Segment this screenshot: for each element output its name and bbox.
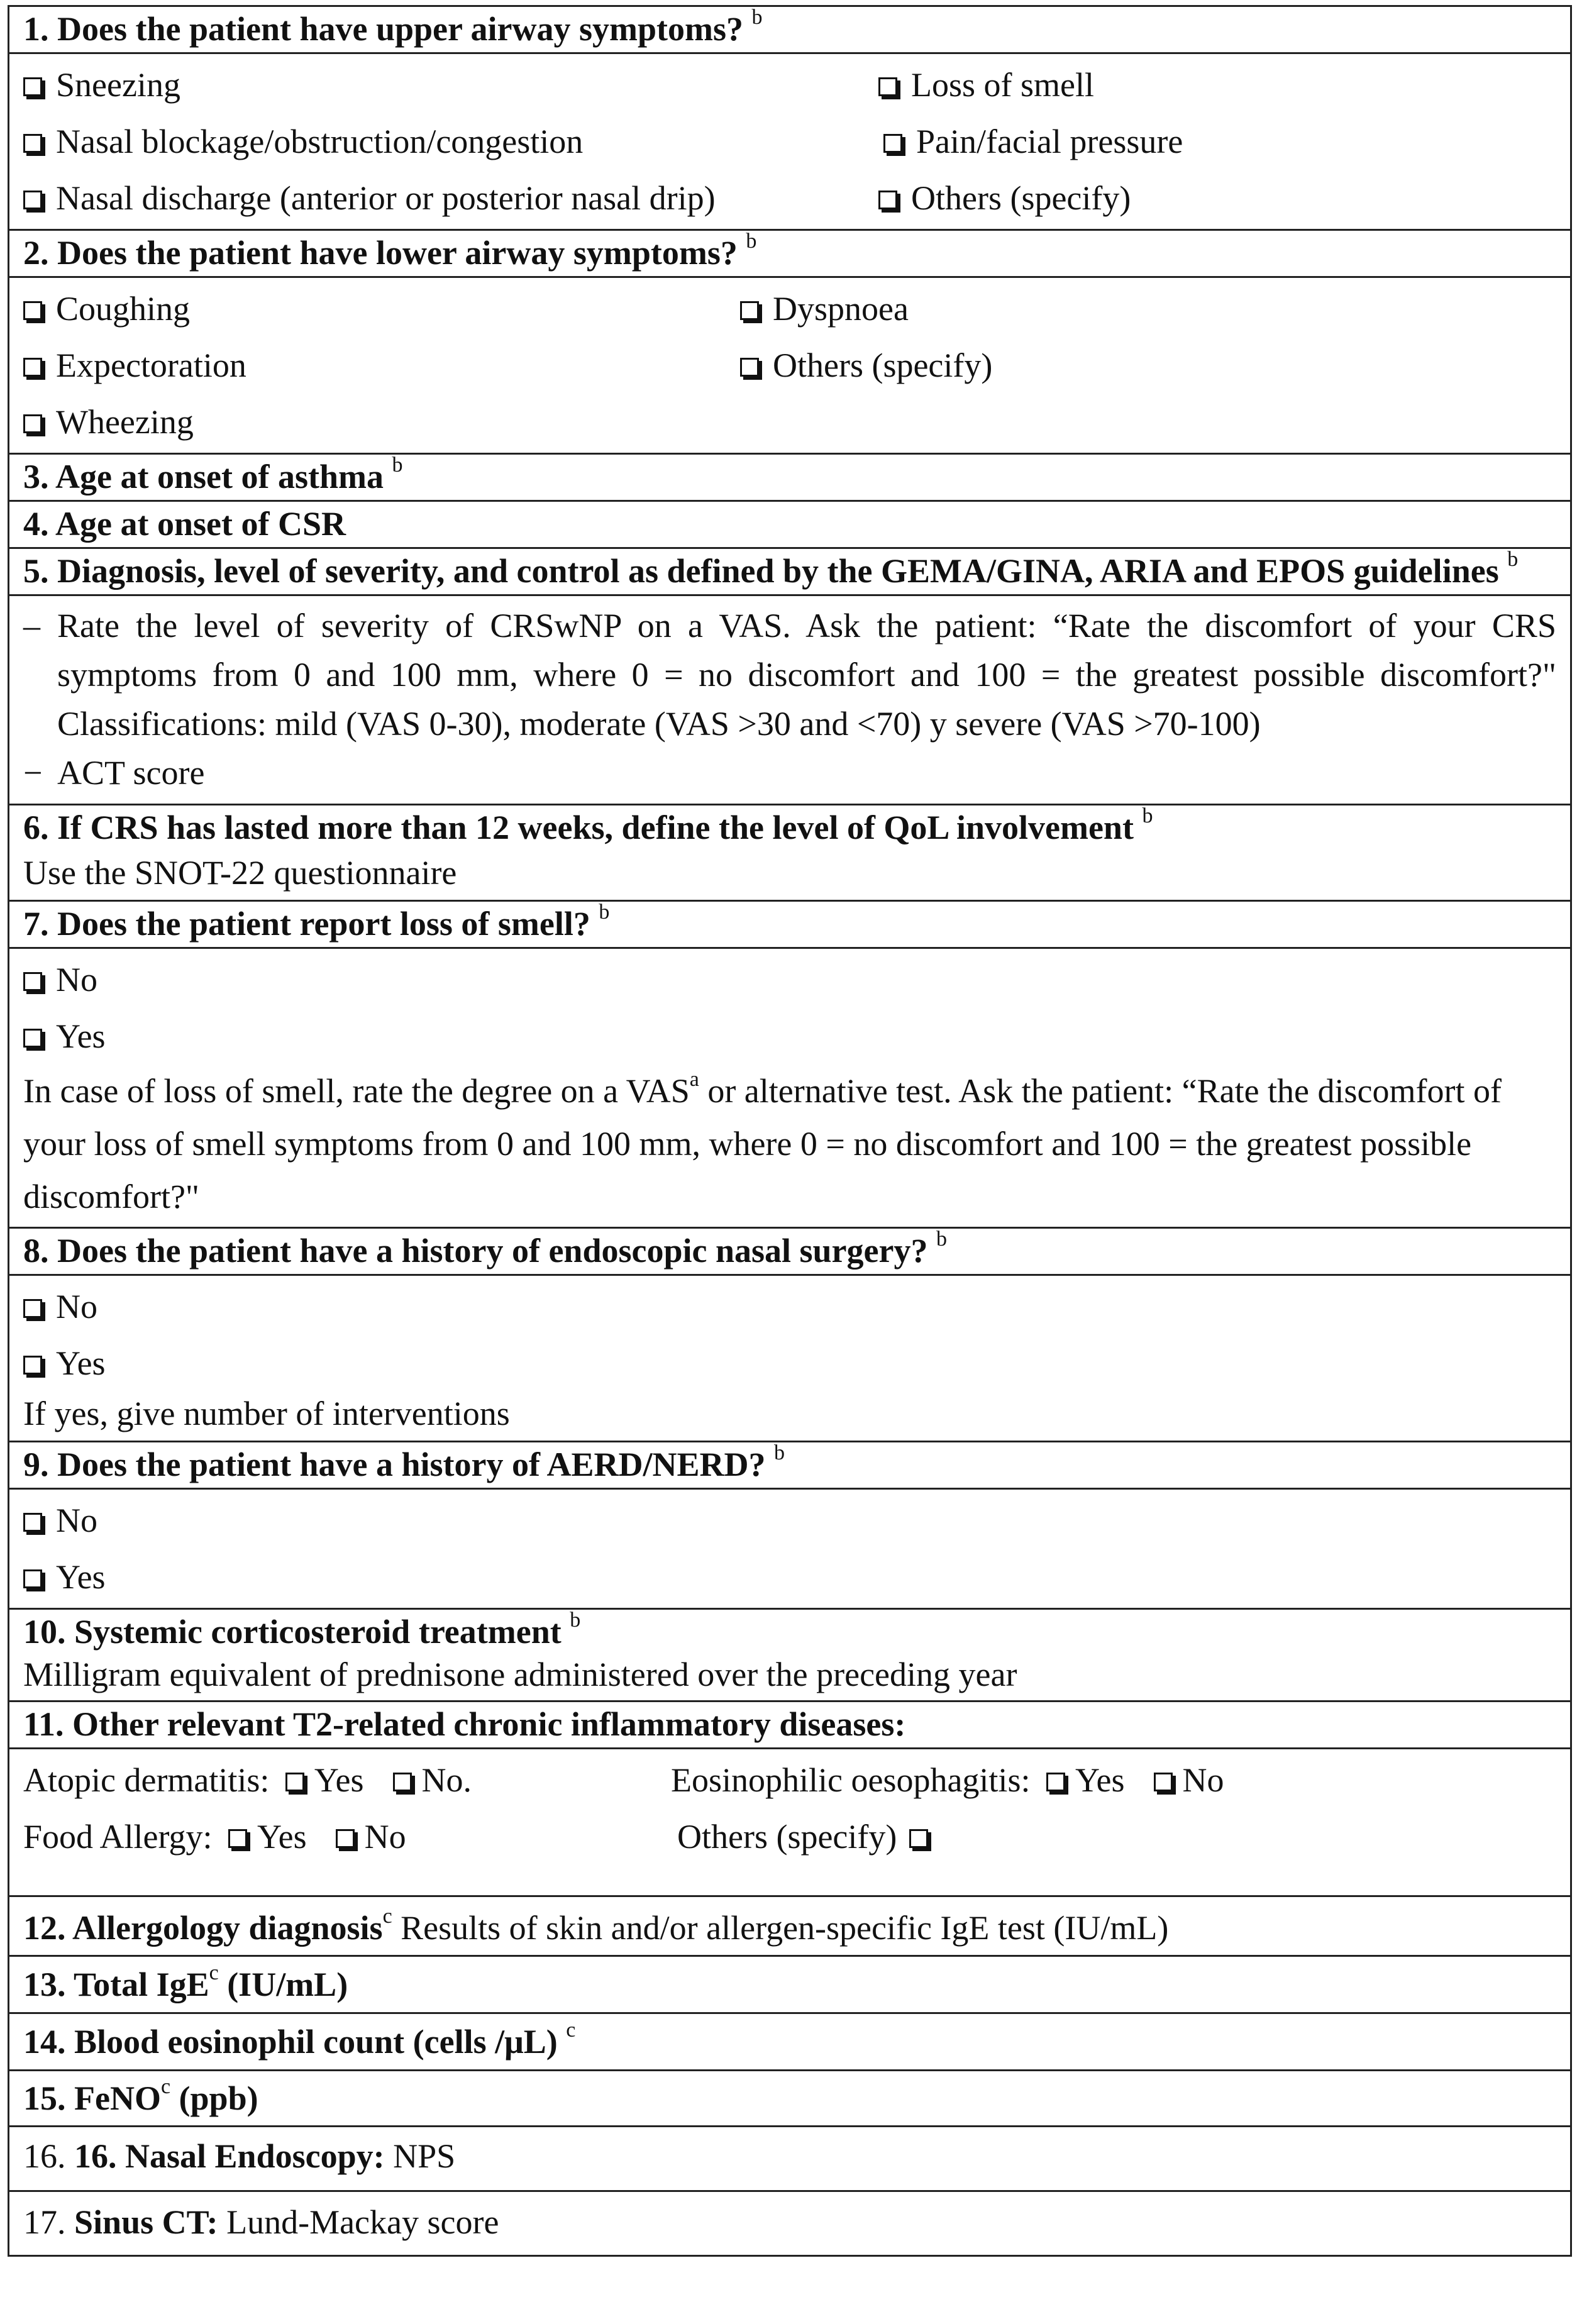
checkbox[interactable]: [878, 77, 897, 96]
question-title: 11. Other relevant T2-related chronic inflammatory diseases:: [23, 1705, 906, 1743]
checkbox[interactable]: [23, 414, 42, 433]
question-title: 13. Total IgE$^c$ (IU/mL): [23, 1961, 348, 2003]
checkbox[interactable]: [228, 1829, 247, 1848]
option-no[interactable]: No: [23, 1278, 1556, 1335]
question-title: 2. Does the patient have lower airway symptoms? $^b$: [23, 230, 757, 272]
option-nasal-blockage[interactable]: Nasal blockage/obstruction/congestion: [23, 113, 878, 170]
section-11: [9, 1700, 1570, 1895]
eosinophilic-oesophagitis-row: Eosinophilic oesophagitis: Yes No: [671, 1752, 1488, 1808]
checkbox[interactable]: [23, 77, 42, 96]
section-13: [9, 1955, 1570, 2012]
section-8: [9, 1227, 1570, 1441]
checkbox[interactable]: [878, 191, 897, 209]
checkbox[interactable]: [23, 1513, 42, 1532]
section-12: [9, 1895, 1570, 1955]
section-5: [9, 547, 1570, 804]
question-title: 10. Systemic corticosteroid treatment $^b$: [23, 1608, 581, 1651]
option-loss-of-smell[interactable]: Loss of smell: [878, 57, 1570, 113]
option-yes[interactable]: Yes: [23, 1549, 1556, 1605]
section-16: [9, 2125, 1570, 2190]
section-9: [9, 1441, 1570, 1608]
question-title: 7. Does the patient report loss of smell? $^b$: [23, 900, 610, 943]
option-yes[interactable]: Yes: [228, 1808, 307, 1865]
option-nasal-discharge[interactable]: Nasal discharge (anterior or posterior nasal drip): [23, 170, 878, 226]
option-yes[interactable]: Yes: [285, 1752, 364, 1808]
section-2: [9, 229, 1570, 453]
instruction-text: If yes, give number of interventions: [23, 1395, 510, 1432]
question-title: 5. Diagnosis, level of severity, and control as defined by the GEMA/GINA, ARIA and EPOS guidelines $^b$: [23, 548, 1519, 590]
checkbox[interactable]: [23, 972, 42, 991]
option-yes[interactable]: Yes: [23, 1335, 1556, 1392]
checkbox[interactable]: [23, 191, 42, 209]
section-3: [9, 453, 1570, 500]
checkbox[interactable]: [23, 358, 42, 377]
question-title: 1. Does the patient have upper airway symptoms? $^b$: [23, 6, 763, 48]
checkbox[interactable]: [23, 301, 42, 320]
option-no[interactable]: No: [23, 951, 1556, 1008]
checkbox[interactable]: [285, 1773, 304, 1791]
option-pain-facial-pressure[interactable]: Pain/facial pressure: [878, 113, 1570, 170]
others-row[interactable]: Others (specify): [671, 1808, 1488, 1865]
checkbox[interactable]: [1154, 1773, 1173, 1791]
instruction-text: Milligram equivalent of prednisone administered over the preceding year: [23, 1656, 1017, 1693]
option-wheezing[interactable]: Wheezing: [23, 394, 740, 450]
checkbox[interactable]: [1046, 1773, 1065, 1791]
section-14: [9, 2012, 1570, 2069]
option-no[interactable]: No: [1154, 1752, 1224, 1808]
clinical-form: [8, 5, 1572, 2257]
section-4: [9, 500, 1570, 547]
section-17: [9, 2190, 1570, 2255]
option-yes[interactable]: Yes: [23, 1008, 1556, 1065]
option-dyspnoea[interactable]: Dyspnoea: [740, 280, 1432, 337]
question-title: 6. If CRS has lasted more than 12 weeks, define the level of QoL involvement $^b$: [23, 804, 1153, 846]
checkbox[interactable]: [740, 301, 759, 320]
option-coughing[interactable]: Coughing: [23, 280, 740, 337]
question-title: 17. Sinus CT: Lund-Mackay score: [23, 2203, 499, 2241]
checkbox[interactable]: [23, 1029, 42, 1048]
section-10: [9, 1608, 1570, 1700]
checkbox[interactable]: [883, 134, 902, 153]
section-15: [9, 2069, 1570, 2125]
list-item: − ACT score: [23, 754, 205, 792]
question-title: 12. Allergology diagnosis$^c$ Results of skin and/or allergen-specific IgE test (IU/mL): [23, 1905, 1169, 1947]
food-allergy-row: Food Allergy: Yes No: [23, 1808, 671, 1865]
section-1: [9, 7, 1570, 229]
option-others[interactable]: Others (specify): [878, 170, 1570, 226]
question-title: 4. Age at onset of CSR: [23, 505, 346, 543]
atopic-dermatitis-row: Atopic dermatitis: Yes No.: [23, 1752, 671, 1808]
option-no[interactable]: No.: [393, 1752, 472, 1808]
checkbox[interactable]: [23, 134, 42, 153]
option-sneezing[interactable]: Sneezing: [23, 57, 878, 113]
checkbox[interactable]: [23, 1356, 42, 1375]
question-title: 15. FeNO$^c$ (ppb): [23, 2075, 258, 2117]
option-yes[interactable]: Yes: [1046, 1752, 1125, 1808]
checkbox[interactable]: [740, 358, 759, 377]
instruction-text: In case of loss of smell, rate the degree on a VAS$^a$ or alternative test. Ask the patient: “Rate the discomfort of your loss of smell symptoms from 0 and 100 mm, where 0 = no discomfort and 100 = the greatest possible discomfort?": [23, 1068, 1502, 1215]
instruction-text: Use the SNOT-22 questionnaire: [23, 854, 457, 892]
checkbox[interactable]: [393, 1773, 412, 1791]
section-7: [9, 900, 1570, 1227]
option-no[interactable]: No: [23, 1492, 1556, 1549]
checkbox[interactable]: [23, 1569, 42, 1588]
option-others[interactable]: Others (specify): [740, 337, 1432, 394]
option-no[interactable]: No: [336, 1808, 406, 1865]
question-title: 9. Does the patient have a history of AERD/NERD? $^b$: [23, 1441, 785, 1483]
question-title: 16. 16. Nasal Endoscopy: NPS: [23, 2137, 456, 2175]
checkbox[interactable]: [909, 1829, 928, 1848]
section-6: [9, 804, 1570, 900]
checkbox[interactable]: [336, 1829, 355, 1848]
list-item: – Rate the level of severity of CRSwNP on a VAS. Ask the patient: “Rate the discomfort of your CRS symptoms from 0 and 100 mm, where 0 = no discomfort and 100 = the greatest possible discomfort?" Classifications: mild (VAS 0-30), moderate (VAS >30 and <70) y severe (VAS >70-100): [23, 607, 1556, 743]
question-title: 3. Age at onset of asthma $^b$: [23, 453, 403, 495]
checkbox[interactable]: [23, 1299, 42, 1318]
question-title: 14. Blood eosinophil count (cells /μL) $^c$: [23, 2018, 576, 2061]
question-title: 8. Does the patient have a history of endoscopic nasal surgery? $^b$: [23, 1227, 947, 1270]
option-expectoration[interactable]: Expectoration: [23, 337, 740, 394]
